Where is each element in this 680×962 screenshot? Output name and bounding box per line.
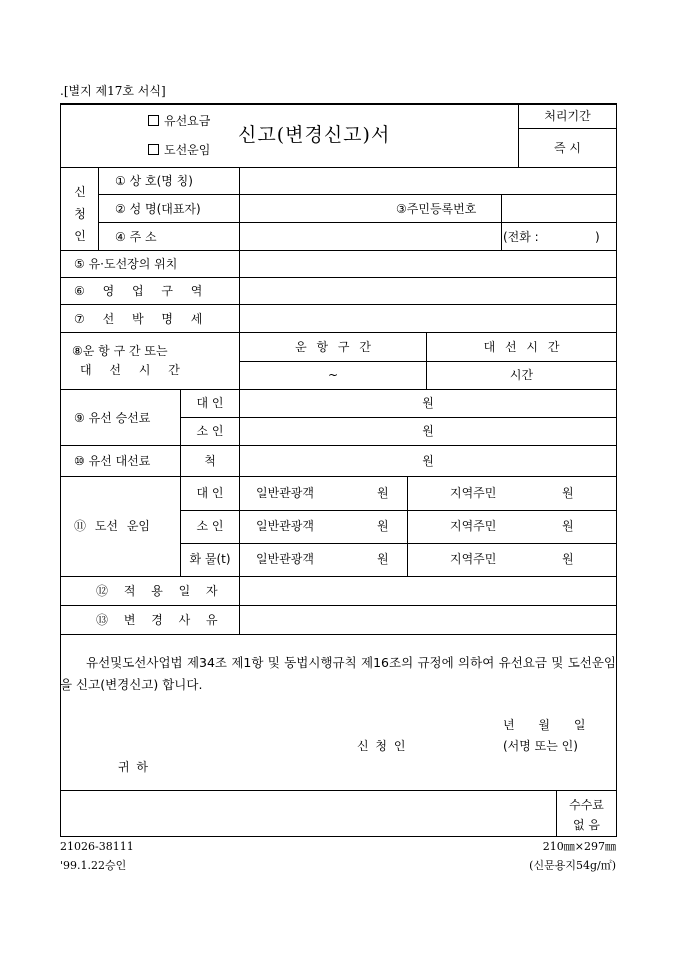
business-area-label: ⑥ 영 업 구 역 bbox=[74, 284, 203, 298]
ferry-fare-label: ⑪ 도선 운임 bbox=[74, 519, 150, 533]
vessel-spec-label: ⑦ 선 박 명 세 bbox=[74, 312, 203, 326]
ferry-child-label: 소 인 bbox=[196, 519, 224, 533]
option-fare-checkbox[interactable] bbox=[148, 114, 210, 128]
boarding-child-won[interactable]: 원 bbox=[422, 424, 434, 438]
ferry-adult-local-label: 지역주민 bbox=[450, 486, 497, 500]
boarding-adult-won[interactable]: 원 bbox=[422, 396, 434, 410]
business-area-field[interactable] bbox=[240, 278, 616, 304]
apply-date-label: ⑫ 적 용 일 자 bbox=[96, 584, 218, 598]
route-tilde[interactable]: ~ bbox=[327, 368, 339, 382]
company-name-field[interactable] bbox=[240, 168, 616, 194]
vessel-spec-field[interactable] bbox=[240, 305, 616, 332]
option-fare-label: 유선요금 bbox=[164, 114, 211, 128]
phone-field[interactable] bbox=[548, 223, 592, 250]
apply-date-field[interactable] bbox=[240, 577, 616, 605]
resident-id-field[interactable] bbox=[502, 195, 616, 222]
approval-date: '99.1.22승인 bbox=[60, 859, 127, 872]
form-label: .[별지 제17호 서식] bbox=[60, 84, 166, 98]
representative-field[interactable] bbox=[240, 195, 390, 222]
ferry-adult-general-label: 일반관광객 bbox=[256, 486, 314, 500]
processing-period-value: 즉 시 bbox=[554, 141, 581, 155]
change-reason-field[interactable] bbox=[240, 606, 616, 634]
fee-value: 없 음 bbox=[573, 818, 600, 832]
ferry-cargo-label: 화 물(t) bbox=[189, 552, 231, 566]
route-label-line1: ⑧운 항 구 간 또는 bbox=[72, 344, 168, 358]
ferry-child-local-label: 지역주민 bbox=[450, 519, 497, 533]
fee-label: 수수료 bbox=[569, 798, 604, 812]
phone-label: (전화 : bbox=[503, 230, 539, 244]
applicant-group-label: 신 청 인 bbox=[74, 185, 86, 243]
recipient-label: 귀 하 bbox=[118, 760, 148, 774]
representative-label: ② 성 명(대표자) bbox=[115, 202, 201, 216]
address-label: ④ 주 소 bbox=[115, 230, 157, 244]
applicant-sign-label: 신 청 인 bbox=[357, 739, 406, 753]
statement-text: 유선및도선사업법 제34조 제1항 및 동법시행규칙 제16조의 규정에 의하여 유선요금 및 도선운임을 신고(변경신고) 합니다. bbox=[60, 655, 616, 692]
ferry-child-local-won[interactable]: 원 bbox=[562, 519, 574, 533]
charter-hours[interactable]: 시간 bbox=[509, 368, 534, 382]
form-title: 신고(변경신고)서 bbox=[238, 124, 391, 146]
resident-id-label: ③주민등록번호 bbox=[396, 202, 477, 216]
ferry-adult-local-won[interactable]: 원 bbox=[562, 486, 574, 500]
ferry-child-general-label: 일반관광객 bbox=[256, 519, 314, 533]
charter-fee-label: ⑩ 유선 대선료 bbox=[74, 454, 151, 468]
ferry-adult-label: 대 인 bbox=[196, 486, 224, 500]
location-label: ⑤ 유·도선장의 위치 bbox=[74, 257, 178, 271]
ferry-child-general-won[interactable]: 원 bbox=[377, 519, 389, 533]
boarding-child-label: 소 인 bbox=[196, 424, 224, 438]
checkbox-icon[interactable] bbox=[148, 115, 159, 126]
checkbox-icon[interactable] bbox=[148, 144, 159, 155]
form-code: 21026-38111 bbox=[60, 840, 134, 853]
ferry-cargo-local-label: 지역주민 bbox=[450, 552, 497, 566]
charter-fee-won[interactable]: 원 bbox=[422, 454, 434, 468]
option-ferry-label: 도선운임 bbox=[164, 143, 211, 157]
location-field[interactable] bbox=[240, 251, 616, 277]
boarding-fare-label: ⑨ 유선 승선료 bbox=[74, 411, 151, 425]
ferry-cargo-general-won[interactable]: 원 bbox=[377, 552, 389, 566]
ferry-adult-general-won[interactable]: 원 bbox=[377, 486, 389, 500]
processing-period-label: 처리기간 bbox=[544, 109, 591, 123]
ferry-cargo-local-won[interactable]: 원 bbox=[562, 552, 574, 566]
charter-fee-unit: 척 bbox=[204, 454, 216, 468]
route-column-header: 운 항 구 간 bbox=[295, 340, 371, 354]
sign-note: (서명 또는 인) bbox=[503, 739, 578, 753]
paper-size: 210㎜×297㎜ bbox=[542, 840, 616, 853]
boarding-adult-label: 대 인 bbox=[196, 396, 224, 410]
change-reason-label: ⑬ 변 경 사 유 bbox=[96, 613, 218, 627]
ferry-cargo-general-label: 일반관광객 bbox=[256, 552, 314, 566]
route-label-line2: 대 선 시 간 bbox=[80, 363, 180, 377]
date-line[interactable]: 년 월 일 bbox=[503, 718, 586, 732]
charter-column-header: 대 선 시 간 bbox=[483, 340, 560, 354]
address-field[interactable] bbox=[240, 223, 500, 250]
paper-type: (신문용지54g/㎡) bbox=[529, 859, 616, 872]
company-name-label: ① 상 호(명 칭) bbox=[115, 174, 193, 188]
option-ferry-checkbox[interactable] bbox=[148, 143, 210, 157]
phone-close: ) bbox=[595, 230, 600, 244]
